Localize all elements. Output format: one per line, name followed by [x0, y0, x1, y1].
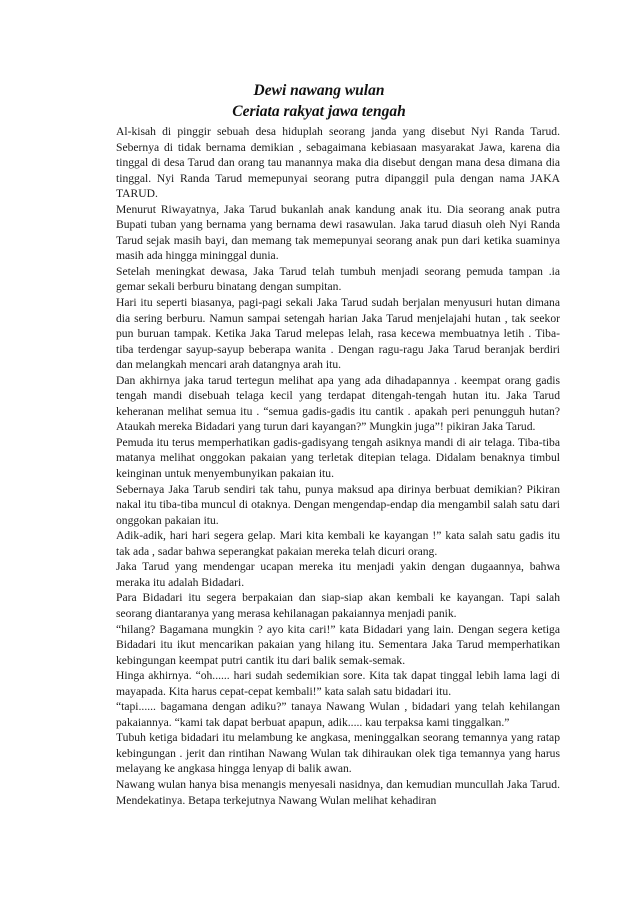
paragraph: Nawang wulan hanya bisa menangis menyesali nasidnya, dan kemudian muncullah Jaka Tarud. Mendekatinya. Betapa terkejutnya Nawang Wulan melihat kehadiran [116, 777, 560, 807]
paragraph: Jaka Tarud yang mendengar ucapan mereka itu menjadi yakin dengan dugaannya, bahwa meraka itu adalah Bidadari. [116, 560, 560, 589]
paragraph: Tubuh ketiga bidadari itu melambung ke angkasa, meninggalkan seorang temannya yang ratap kebingungan . jerit dan rintihan Nawang Wulan tak dihiraukan olek tiga temannya yang harus melayang ke angkasa hingga lenyap di balik awan. [116, 731, 560, 776]
paragraph: “hilang? Bagamana mungkin ? ayo kita cari!” kata Bidadari yang lain. Dengan segera ketiga Bidadari itu ikut mencarikan pakaian yang hilang itu. Sementara Jaka Tarud memperhatikan kebingungan keempat putri cantik itu dari balik semak-semak. [116, 622, 560, 667]
document-title: Dewi nawang wulan [253, 82, 385, 99]
paragraph: Adik-adik, hari hari segera gelap. Mari kita kembali ke kayangan !” kata salah satu gadis itu tak ada , sadar bahwa seperangkat pakaian mereka telah dicuri orang. [116, 529, 560, 558]
paragraph: Al-kisah di pinggir sebuah desa hiduplah seorang janda yang disebut Nyi Randa Tarud. Sebernya di tidak bernama demikian , sebagaimana kebiasaan masyarakat Jawa, karena dia tinggal di desa Tarud dan orang tau manannya maka dia disebut dengan mana desa dimana dia tinggal. Nyi Randa Tarud memepunyai seorang putra dipanggil pula dengan nama JAKA TARUD. [116, 125, 560, 201]
paragraph: Hinga akhirnya. “oh...... hari sudah sedemikian sore. Kita tak dapat tinggal lebih lama lagi di mayapada. Kita harus cepat-cepat kembali!” kata salah satu bidadari itu. [116, 669, 560, 698]
paragraph: Menurut Riwayatnya, Jaka Tarud bukanlah anak kandung anak itu. Dia seorang anak putra Bupati tuban yang bernama yang bernama dewi rasawulan. Jaka tarud diasuh oleh Nyi Randa Tarud sejak masih bayi, dan memang tak memepunyai seorang anak pun dari ketika suaminya masih ada hingga mininggal dunia. [116, 202, 560, 263]
paragraph: Sebernaya Jaka Tarub sendiri tak tahu, punya maksud apa dirinya berbuat demikian? Pikiran nakal itu tiba-tiba muncul di otaknya. Dengan mengendap-endap dia mengambil salah satu dari onggokan pakaian itu. [116, 482, 560, 527]
paragraph: Hari itu seperti biasanya, pagi-pagi sekali Jaka Tarud sudah berjalan menyusuri hutan dimana dia sering berburu. Namun sampai setengah harian Jaka Tarud menjelajahi hutan , tak seekor pun buruan tampak. Ketika Jaka Tarud melepas lelah, rasa kecewa membuatnya letih . Tiba-tiba terdengar sayup-sayup beberapa wanita . Dengan ragu-ragu Jaka Tarud beranjak berdiri dan melangkah mencari arah datangnya arah itu. [116, 296, 560, 372]
document-subtitle: Ceriata rakyat jawa tengah [232, 103, 406, 120]
title-block [0, 80, 638, 122]
paragraph: Para Bidadari itu segera berpakaian dan siap-siap akan kembali ke kayangan. Tapi salah seorang diantaranya yang merasa kehilanagan pakaiannya menjadi panik. [116, 591, 560, 620]
story-body [116, 124, 560, 808]
paragraph: “tapi...... bagamana dengan adiku?” tanaya Nawang Wulan , bidadari yang telah kehilangan pakaiannya. “kami tak dapat berbuat apapun, adik..... kau terpaksa kami tinggalkan.” [116, 700, 560, 729]
paragraph: Setelah meningkat dewasa, Jaka Tarud telah tumbuh menjadi seorang pemuda tampan .ia gemar sekali berburu binatang dengan sumpitan. [116, 264, 560, 294]
paragraph: Pemuda itu terus memperhatikan gadis-gadisyang tengah asiknya mandi di air telaga. Tiba-tiba matanya melihat onggokan pakaian yang terletak ditepian telaga. Didalam benaknya timbul keinginan untuk menyembunyikan pakaian itu. [116, 435, 560, 481]
paragraph: Dan akhirnya jaka tarud tertegun melihat apa yang ada dihadapannya . keempat orang gadis tengah mandi disebuah telaga kecil yang terdapat ditengah-tengah hutan itu. Jaka Tarud keheranan melihat semua itu . “semua gadis-gadis itu cantik . apakah peri penungguh hutan? Ataukah mereka Bidadari yang turun dari kayangan?” Mungkin juga”! pikiran Jaka Tarud. [116, 373, 560, 434]
